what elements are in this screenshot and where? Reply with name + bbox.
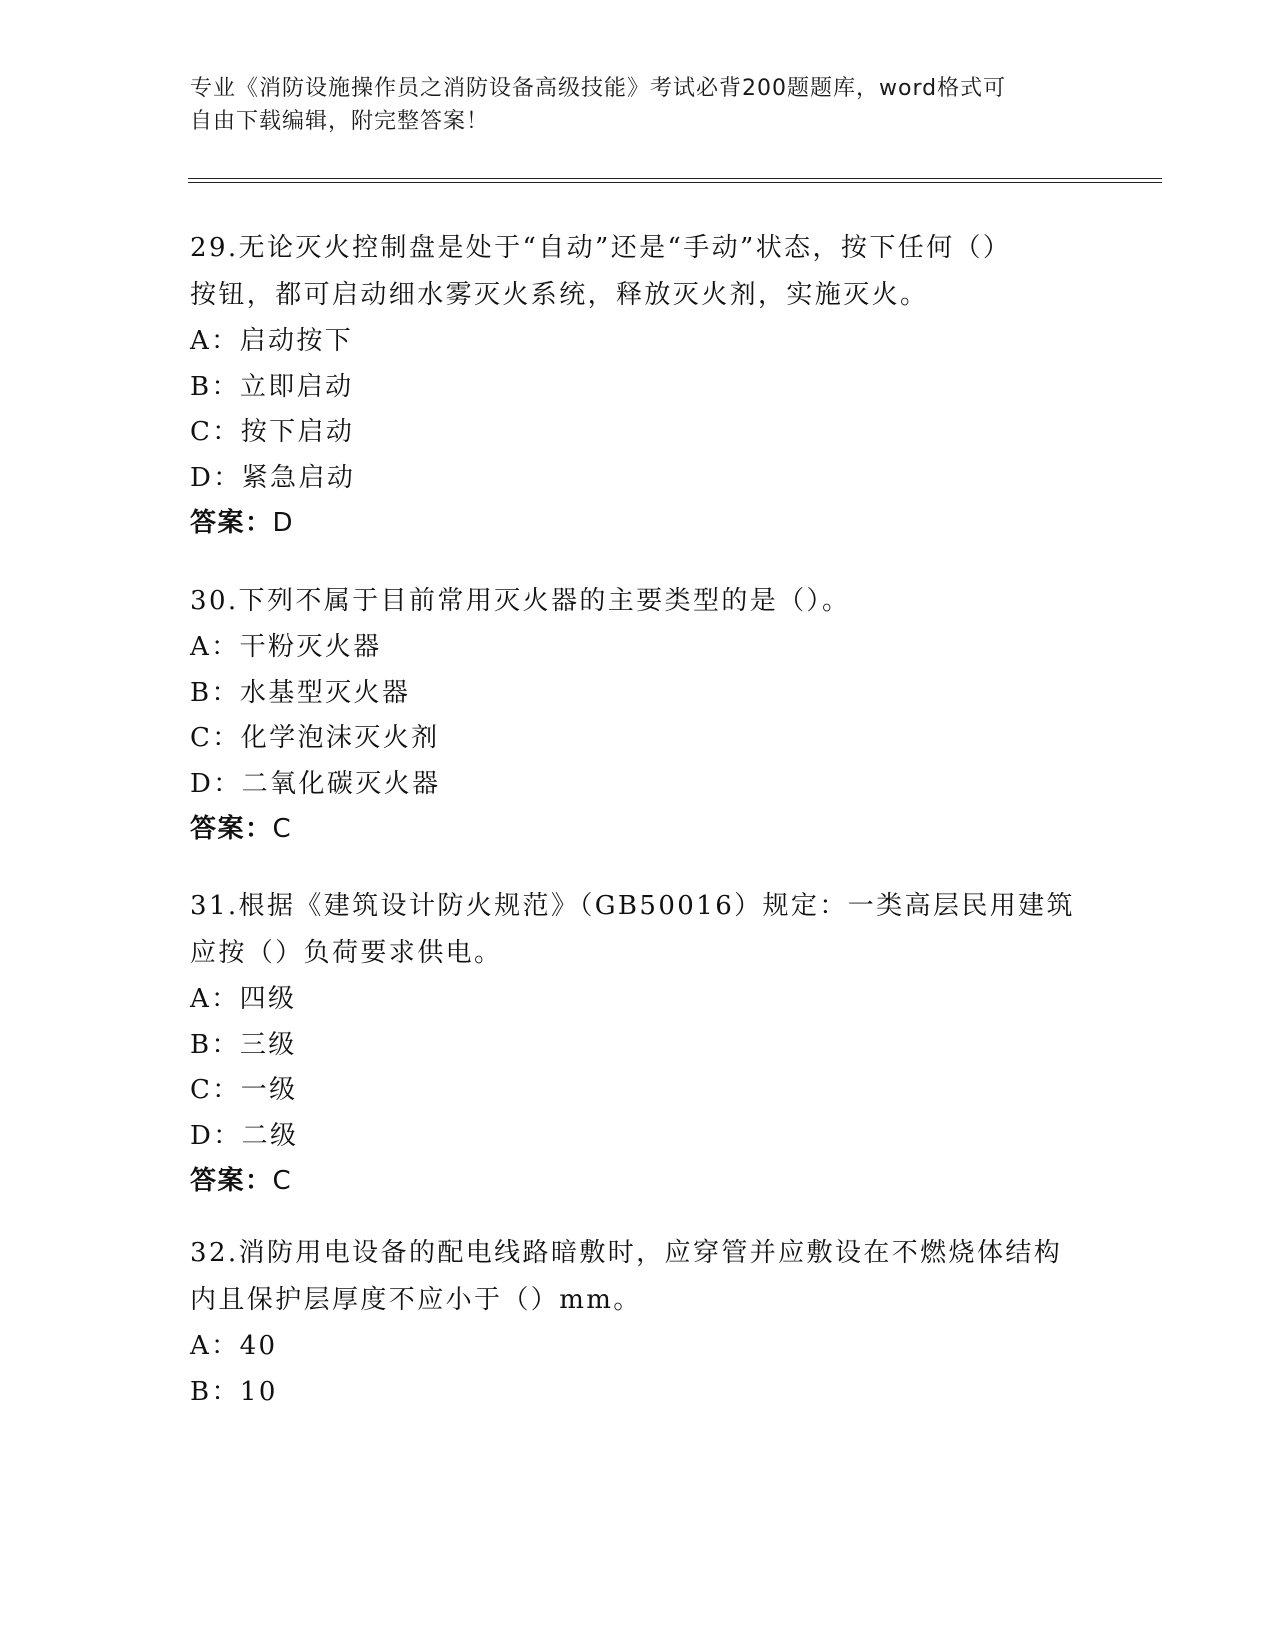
option-c: C：一级 bbox=[190, 1075, 298, 1105]
question-32 bbox=[190, 1230, 1090, 1415]
question-stem-line: 29.无论灭火控制盘是处于“自动”还是“手动”状态，按下任何（） bbox=[190, 233, 1012, 263]
answer-value: D bbox=[272, 508, 295, 538]
answer-label: 答案 bbox=[190, 814, 246, 844]
option-c: C：按下启动 bbox=[190, 417, 355, 447]
option-d: D：紧急启动 bbox=[190, 462, 356, 493]
answer-label: 答案 bbox=[190, 1166, 246, 1196]
option-a: A：干粉灭火器 bbox=[190, 632, 382, 662]
header-line-2: 自由下载编辑，附完整答案！ bbox=[190, 109, 490, 134]
option-b: B：水基型灭火器 bbox=[190, 677, 411, 708]
header-divider bbox=[188, 178, 1162, 183]
option-b: B：三级 bbox=[190, 1029, 297, 1060]
document-header bbox=[190, 72, 1090, 138]
question-stem-line: 内且保护层厚度不应小于（）mm。 bbox=[190, 1285, 642, 1315]
answer-separator: ： bbox=[245, 1166, 273, 1196]
question-stem-line: 30.下列不属于目前常用灭火器的主要类型的是（）。 bbox=[190, 586, 851, 616]
answer-line bbox=[190, 501, 1090, 546]
answer-separator: ： bbox=[245, 814, 273, 844]
answer-line bbox=[190, 1159, 1090, 1204]
answer-label: 答案 bbox=[190, 508, 246, 538]
answer-value: C bbox=[272, 814, 293, 844]
option-d: D：二氧化碳灭火器 bbox=[190, 768, 441, 799]
option-b: B：10 bbox=[190, 1376, 278, 1407]
question-30 bbox=[190, 578, 1090, 852]
question-stem-line: 32.消防用电设备的配电线路暗敷时，应穿管并应敷设在不燃烧体结构 bbox=[190, 1238, 1063, 1268]
answer-separator: ： bbox=[245, 508, 273, 538]
option-d: D：二级 bbox=[190, 1120, 299, 1151]
answer-line bbox=[190, 807, 1090, 852]
option-c: C：化学泡沫灭火剂 bbox=[190, 723, 440, 753]
question-stem-line: 应按（）负荷要求供电。 bbox=[190, 938, 503, 968]
question-29 bbox=[190, 225, 1090, 546]
option-a: A：四级 bbox=[190, 984, 297, 1014]
header-line-1: 专业《消防设施操作员之消防设备高级技能》考试必背200题题库，word格式可 bbox=[190, 76, 1007, 101]
question-stem-line: 31.根据《建筑设计防火规范》（GB50016）规定：一类高层民用建筑 bbox=[190, 891, 1075, 921]
option-a: A：启动按下 bbox=[190, 326, 354, 356]
option-b: B：立即启动 bbox=[190, 371, 354, 402]
question-stem-line: 按钮，都可启动细水雾灭火系统，释放灭火剂，实施灭火。 bbox=[190, 280, 929, 310]
answer-value: C bbox=[272, 1166, 293, 1196]
question-31 bbox=[190, 883, 1090, 1204]
option-a: A：40 bbox=[190, 1331, 278, 1361]
